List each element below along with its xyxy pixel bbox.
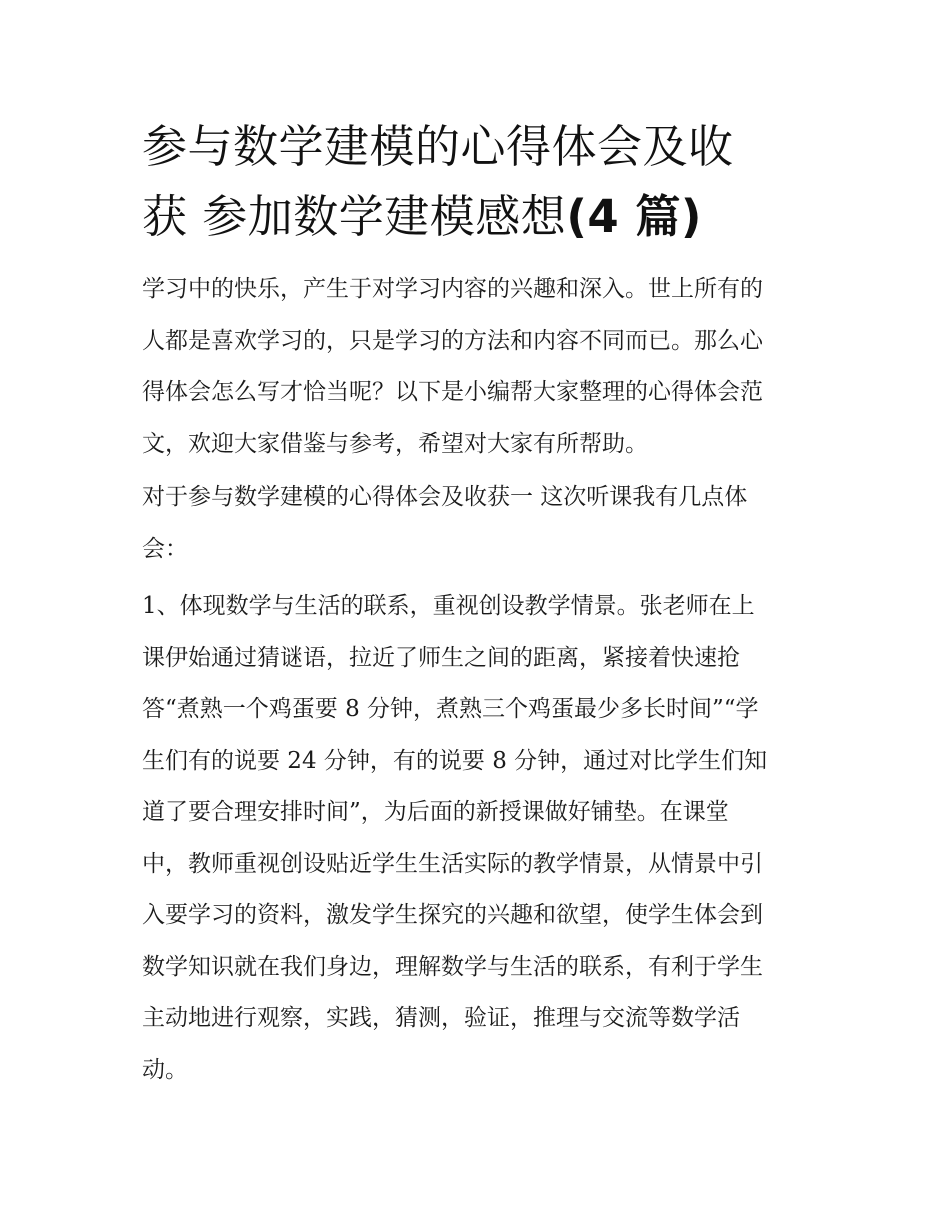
item-1-line: 入要学习的资料，激发学生探究的兴趣和欲望，使学生体会到 [142,902,763,928]
title-line-1: 参与数学建模的心得体会及收 [142,120,734,173]
item-1-line: 中，教师重视创设贴近学生生活实际的教学情景，从情景中引 [142,850,763,877]
intro-paragraph [142,264,822,470]
item-1-line: 数学知识就在我们身边，理解数学与生活的联系，有利于学生 [142,953,763,980]
document-body [142,112,822,1096]
item-1-line: 课伊始通过猜谜语，拉近了师生之间的距离，紧接着快速抢 [142,644,740,671]
title-article-count: (4 篇) [566,190,702,243]
intro-line: 得体会怎么写才恰当呢？以下是小编帮大家整理的心得体会范 [142,379,763,405]
item-1-line: 答“煮熟一个鸡蛋要 8 分钟，煮熟三个鸡蛋最少多长时间”“学 [142,696,759,722]
document-title [142,112,822,252]
title-line-2-text: 获 参加数学建模感想 [142,190,567,243]
title-line-2 [142,182,822,252]
intro-line: 人都是喜欢学习的，只是学习的方法和内容不同而已。那么心 [142,327,763,354]
item-1-line: 1、体现数学与生活的联系，重视创设教学情景。张老师在上 [142,593,755,619]
item-1-line: 主动地进行观察，实践，猜测，验证，推理与交流等数学活 [142,1005,740,1031]
intro-line: 文，欢迎大家借鉴与参考，希望对大家有所帮助。 [142,430,648,457]
item-1-line: 生们有的说要 24 分钟，有的说要 8 分钟，通过对比学生们知 [142,747,768,774]
item-1-line: 动。 [142,1056,188,1083]
item-1-paragraph [142,581,822,1096]
item-1-line: 道了要合理安排时间”，为后面的新授课做好铺垫。在课堂 [142,799,729,825]
intro-line: 学习中的快乐，产生于对学习内容的兴趣和深入。世上所有的 [142,276,763,302]
section-heading-line: 对于参与数学建模的心得体会及收获一 这次听课我有几点体 [142,484,748,510]
section-heading-paragraph [142,472,822,575]
section-heading-line: 会： [142,535,188,562]
